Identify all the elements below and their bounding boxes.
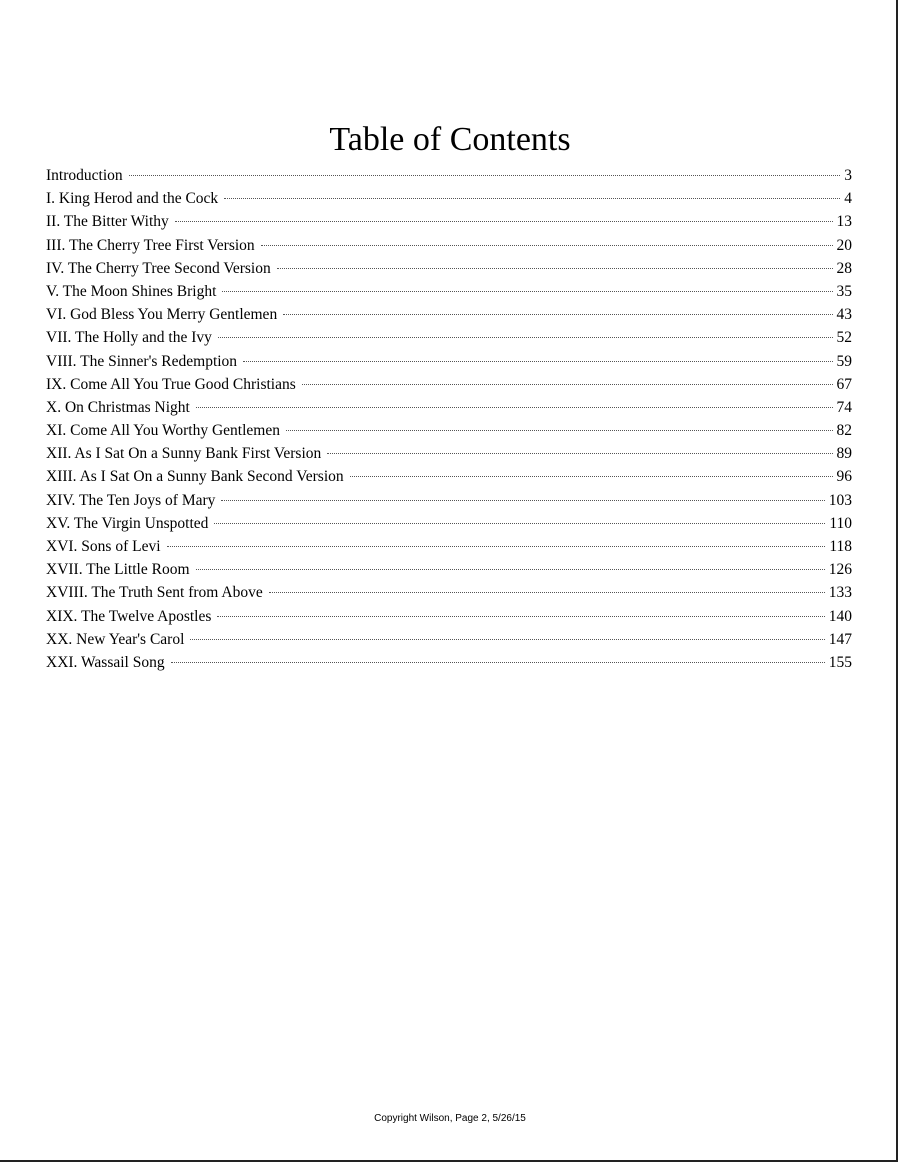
dot-leader [350,476,833,477]
toc-entry [46,350,852,373]
toc-entry-page-number: 126 [828,561,852,579]
dot-leader [175,221,833,222]
toc-entry-page-number: 133 [828,584,852,602]
toc-entry-page-number: 4 [844,190,852,208]
toc-entry-title: XIII. As I Sat On a Sunny Bank Second Version [46,468,344,486]
toc-entry [46,234,852,257]
toc-entry [46,396,852,419]
toc-entry [46,303,852,326]
dot-leader [243,361,832,362]
dot-leader [129,175,841,176]
toc-entry-title: XXI. Wassail Song [46,653,165,671]
toc-entry [46,280,852,303]
toc-entry-title: XIX. The Twelve Apostles [46,607,212,625]
toc-entry [46,535,852,558]
toc-entry-title: II. The Bitter Withy [46,213,169,231]
page-title: Table of Contents [329,121,571,158]
toc-entry [46,257,852,280]
toc-entry-title: Introduction [46,167,123,184]
toc-entry-page-number: 52 [836,329,852,347]
dot-leader [286,430,833,431]
dot-leader [277,268,833,269]
toc-entry-title: XVI. Sons of Levi [46,538,161,555]
toc-entry-page-number: 110 [829,514,852,532]
toc-entry-title: XVII. The Little Room [46,561,190,579]
toc-entry-title: IV. The Cherry Tree Second Version [46,259,271,277]
toc-entry-title: VII. The Holly and the Ivy [46,329,212,347]
toc-entry-title: XIV. The Ten Joys of Mary [46,491,216,509]
toc-entry [46,489,852,512]
dot-leader [224,198,840,199]
dot-leader [190,639,824,640]
toc-entry [46,651,852,674]
toc-entry [46,419,852,442]
toc-entry-title: III. The Cherry Tree First Version [46,236,255,254]
page-footer: Copyright Wilson, Page 2, 5/26/15 [374,1113,526,1124]
dot-leader [196,569,825,570]
dot-leader [261,245,833,246]
toc-entry-page-number: 43 [836,306,852,324]
toc-entry-title: XV. The Virgin Unspotted [46,514,209,532]
toc-entry-page-number: 67 [836,375,852,393]
toc-entry-title: VI. God Bless You Merry Gentlemen [46,306,278,324]
toc-entry-page-number: 82 [836,422,852,440]
toc-entry-title: XVIII. The Truth Sent from Above [46,584,263,602]
dot-leader [171,662,825,663]
toc-entry-title: IX. Come All You True Good Christians [46,375,296,393]
toc-entry [46,164,852,187]
dot-leader [196,407,833,408]
toc-entry [46,605,852,628]
toc-entry [46,210,852,233]
toc-entry-title: XI. Come All You Worthy Gentlemen [46,422,280,440]
toc-entry-title: V. The Moon Shines Bright [46,282,217,300]
toc-entry-page-number: 118 [829,538,852,555]
toc-entry-title: X. On Christmas Night [46,398,190,416]
dot-leader [302,384,833,385]
toc-entry [46,628,852,651]
dot-leader [221,500,824,501]
toc-entry [46,326,852,349]
dot-leader [327,453,832,454]
dot-leader [283,314,832,315]
toc-entry-title: XX. New Year's Carol [46,630,185,648]
toc-entry [46,187,852,210]
toc-entry-page-number: 96 [836,468,852,486]
toc-entry [46,442,852,465]
toc-entry-page-number: 28 [836,259,852,277]
toc-entry [46,581,852,604]
dot-leader [167,546,826,547]
toc-entry-page-number: 89 [836,445,852,463]
toc-entry-page-number: 13 [836,213,852,231]
toc-entry-page-number: 147 [828,630,852,648]
dot-leader [222,291,832,292]
table-of-contents [46,164,852,674]
dot-leader [217,616,824,617]
toc-entry [46,512,852,535]
toc-entry-page-number: 140 [828,607,852,625]
toc-entry-page-number: 74 [836,398,852,416]
toc-entry [46,373,852,396]
dot-leader [214,523,825,524]
toc-entry-page-number: 155 [828,653,852,671]
toc-entry [46,558,852,581]
dot-leader [269,592,825,593]
toc-entry-page-number: 59 [836,352,852,370]
toc-entry-page-number: 35 [836,282,852,300]
toc-entry-page-number: 3 [844,167,852,184]
toc-entry-page-number: 20 [836,236,852,254]
toc-entry [46,465,852,488]
toc-entry-page-number: 103 [828,491,852,509]
toc-entry-title: I. King Herod and the Cock [46,190,219,208]
toc-entry-title: XII. As I Sat On a Sunny Bank First Version [46,445,322,463]
toc-entry-title: VIII. The Sinner's Redemption [46,352,238,370]
dot-leader [218,337,833,338]
